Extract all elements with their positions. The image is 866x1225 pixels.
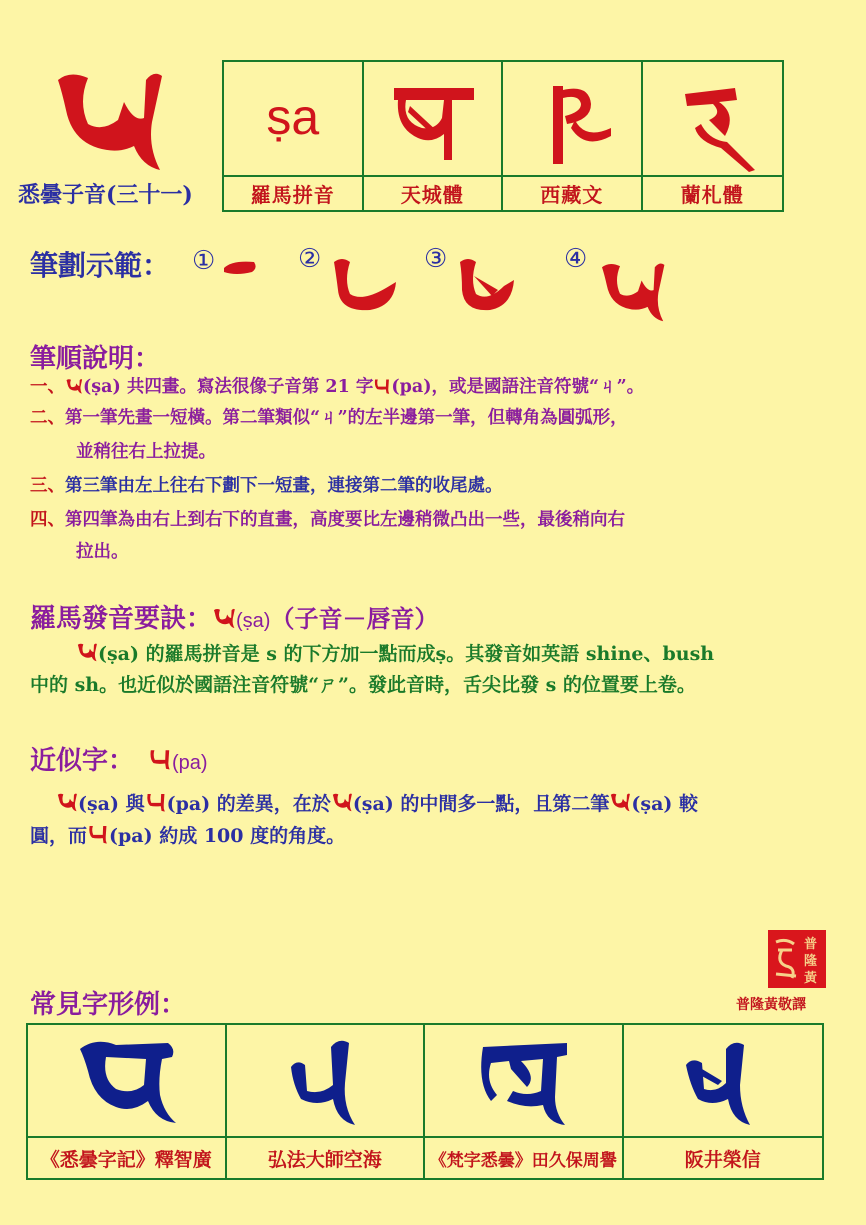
stroke-demo-heading: 筆劃示範：: [30, 249, 171, 282]
devanagari-glyph: [392, 82, 476, 162]
lantsa-glyph: [679, 84, 759, 174]
inline-pa-glyph: [148, 745, 172, 773]
seal-caption: 普隆黃敬譯: [736, 997, 806, 1013]
devanagari-cell: [364, 62, 504, 177]
example-glyph-cell-1: [28, 1025, 227, 1138]
similar-line-2: 圓，而 (pa) 約成 100 度的角度。: [30, 822, 345, 846]
stroke-step-3-glyph: [456, 256, 516, 312]
label-tibetan: 西藏文: [503, 177, 643, 210]
step-2-number: ②: [298, 244, 322, 274]
label-devanagari: 天城體: [364, 177, 504, 210]
example-glyph-2: [283, 1033, 367, 1129]
stroke-step-2-glyph: [330, 256, 400, 312]
example-glyph-cell-2: [227, 1025, 426, 1138]
similar-heading: 近似字： (pa): [30, 746, 208, 776]
main-siddham-glyph: [48, 62, 168, 177]
example-label-1: 《悉曇字記》釋智廣: [28, 1138, 227, 1178]
examples-heading: 常見字形例：: [30, 990, 187, 1020]
roman-text: ṣa: [266, 89, 320, 145]
example-glyph-4: [682, 1035, 766, 1129]
inline-sa-glyph: [331, 790, 353, 814]
example-glyph-1: [76, 1035, 180, 1127]
pronunciation-heading: 羅馬發音要訣： (ṣa)（子音－唇音）: [30, 604, 439, 634]
inline-pa-glyph: [145, 790, 167, 814]
roman-cell: [224, 62, 364, 177]
stroke-order-item-3: 三、第三筆由左上往右下劃下一短畫，連接第二筆的收尾處。: [30, 476, 503, 496]
inline-pa-glyph: [87, 822, 109, 846]
tibetan-glyph: [545, 80, 615, 166]
stroke-order-item-2-cont: 並稍往右上拉提。: [76, 442, 216, 462]
example-label-3: 《梵字悉曇》田久保周譽: [425, 1138, 624, 1178]
tibetan-cell: [503, 62, 643, 177]
similar-line-1: (ṣa) 與 (pa) 的差異，在於 (ṣa) 的中間多一點，且第二筆 (ṣa) 較: [56, 790, 698, 814]
seal-mark-icon: [772, 936, 800, 982]
step-3-number: ③: [424, 244, 448, 274]
step-4-number: ④: [564, 244, 588, 274]
example-glyph-cell-3: [425, 1025, 624, 1138]
examples-table: [26, 1023, 824, 1180]
example-label-2: 弘法大師空海: [227, 1138, 426, 1178]
label-roman: 羅馬拼音: [224, 177, 364, 210]
example-glyph-cell-4: [624, 1025, 823, 1138]
stroke-order-heading: 筆順說明：: [30, 344, 161, 374]
inline-pa-glyph: [373, 376, 391, 396]
pronunciation-line-1: (ṣa) 的羅馬拼音是 s 的下方加一點而成ṣ。其發音如英語 shine、bush: [76, 640, 714, 664]
step-1-number: ①: [192, 246, 216, 276]
stroke-order-item-4: 四、第四筆為由右上到右下的直畫，高度要比左邊稍微凸出一些，最後稍向右: [30, 510, 625, 530]
inline-sa-glyph: [56, 790, 78, 814]
example-glyph-3: [477, 1037, 573, 1129]
subtitle: 悉曇子音(三十一): [18, 182, 193, 208]
stroke-step-4-glyph: [596, 252, 668, 330]
translator-seal: 普 隆 黃: [768, 930, 826, 988]
stroke-order-item-4-cont: 拉出。: [76, 542, 129, 562]
example-label-4: 阪井榮信: [684, 1148, 761, 1171]
pronunciation-line-2: 中的 sh。也近似於國語注音符號“ㄕ”。發此音時，舌尖比發 s 的位置要上卷。: [30, 674, 696, 696]
stroke-order-item-1: 一、 (ṣa) 共四畫。寫法很像子音第 21 字 (pa)，或是國語注音符號“ㄐ”。: [30, 377, 645, 397]
stroke-step-1-glyph: [222, 258, 258, 278]
inline-sa-glyph: [76, 640, 98, 664]
inline-sa-glyph: [65, 376, 83, 396]
label-lantsa: 蘭札體: [680, 183, 744, 207]
inline-sa-glyph: [609, 790, 631, 814]
script-table: [222, 60, 784, 212]
stroke-order-item-2: 二、第一筆先畫一短橫。第二筆類似“ㄐ”的左半邊第一筆，但轉角為圓弧形，: [30, 408, 628, 428]
inline-sa-glyph: [212, 605, 236, 631]
lantsa-cell: [643, 62, 783, 177]
